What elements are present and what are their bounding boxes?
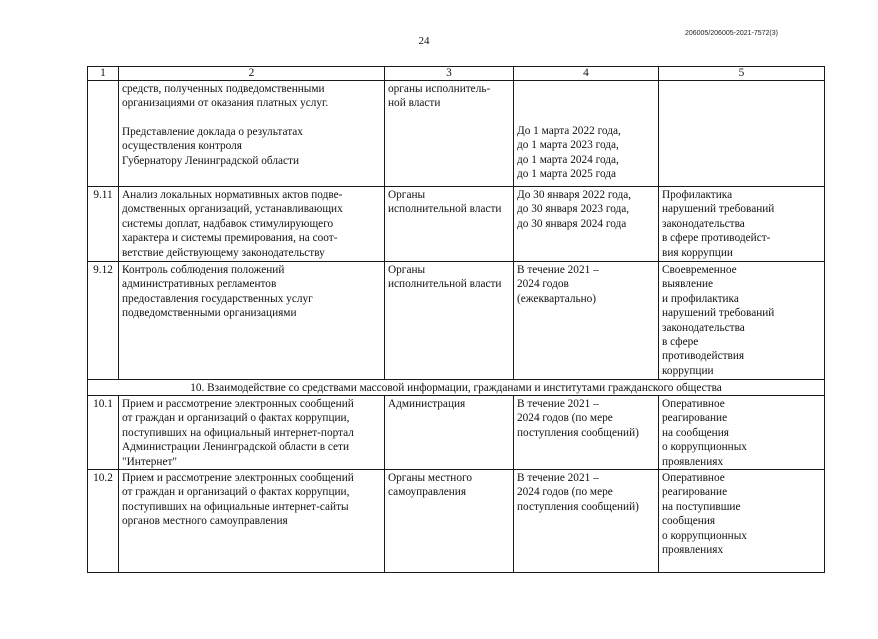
blank-line bbox=[517, 110, 655, 124]
text-line: (ежеквартально) bbox=[517, 292, 597, 305]
text-line: нарушений требований bbox=[662, 307, 775, 320]
text-line: Администрация bbox=[388, 398, 466, 410]
text-line: проявлениях bbox=[662, 544, 724, 557]
measure-description bbox=[119, 81, 385, 187]
text-line: В течение 2021 – bbox=[517, 398, 599, 410]
text-line: поступления сообщений) bbox=[517, 426, 639, 439]
text-line: Прием и рассмотрение электронных сообщений bbox=[122, 398, 354, 410]
section-10-title: 10. Взаимодействие со средствами массовой информации, гражданами и институтами гражданского общества bbox=[88, 380, 825, 396]
text-line: до 1 марта 2025 года bbox=[517, 168, 617, 181]
text-line: о коррупционных bbox=[662, 529, 747, 542]
text-line: характера и системы премирования, на соот- bbox=[122, 232, 338, 245]
text-line: 2024 годов (по мере bbox=[517, 412, 613, 425]
text-line: 2024 годов (по мере bbox=[517, 486, 613, 499]
text-line: Оперативное bbox=[662, 398, 725, 410]
row-number: 9.11 bbox=[88, 187, 119, 262]
text-line: коррупции bbox=[662, 364, 714, 377]
text-line: Анализ локальных нормативных актов подве- bbox=[122, 189, 343, 201]
text-line: от граждан и организаций о фактах коррупции, bbox=[122, 412, 350, 425]
column-number: 4 bbox=[514, 67, 659, 81]
measure-result bbox=[659, 396, 825, 470]
text-line: В течение 2021 – bbox=[517, 472, 599, 485]
text-line: домственных организаций, устанавливающих bbox=[122, 203, 343, 216]
text-line: Представление доклада о результатах bbox=[122, 125, 303, 138]
text-line: от граждан и организаций о фактах коррупции, bbox=[122, 486, 350, 499]
text-line: Органы bbox=[388, 264, 426, 276]
text-line: законодательства bbox=[662, 321, 745, 334]
text-line: Оперативное bbox=[662, 472, 725, 485]
measure-description bbox=[119, 470, 385, 573]
text-line: В течение 2021 – bbox=[517, 264, 599, 276]
text-line: исполнительной власти bbox=[388, 203, 502, 216]
text-line: подведомственными организациями bbox=[122, 307, 297, 320]
measures-table bbox=[87, 66, 825, 573]
text-line: Контроль соблюдения положений bbox=[122, 264, 285, 276]
table-row-10-1 bbox=[88, 396, 825, 470]
text-line: Профилактика bbox=[662, 189, 733, 201]
text-line: поступивших на официальный интернет-портал bbox=[122, 426, 354, 439]
text-line: осуществления контроля bbox=[122, 140, 243, 153]
measure-executor bbox=[385, 187, 514, 262]
text-line: Своевременное bbox=[662, 264, 737, 276]
text-line: самоуправления bbox=[388, 486, 467, 499]
text-line: Прием и рассмотрение электронных сообщений bbox=[122, 472, 354, 485]
text-line: системы доплат, надбавок стимулирующего bbox=[122, 217, 334, 230]
section-heading-row bbox=[88, 380, 825, 396]
row-number: 10.2 bbox=[88, 470, 119, 573]
text-line: ной власти bbox=[388, 97, 441, 110]
row-number: 9.12 bbox=[88, 262, 119, 380]
text-line: вия коррупции bbox=[662, 246, 733, 259]
column-number: 5 bbox=[659, 67, 825, 81]
page-number: 24 bbox=[418, 35, 430, 47]
measure-result bbox=[659, 262, 825, 380]
text-line: в сфере bbox=[662, 336, 699, 349]
measure-deadline bbox=[514, 470, 659, 573]
text-line: выявление bbox=[662, 278, 714, 291]
text-line: в сфере противодейст- bbox=[662, 232, 771, 245]
measure-deadline bbox=[514, 262, 659, 380]
text-line: Органы местного bbox=[388, 472, 473, 485]
text-line: ветствие действующему законодательству bbox=[122, 246, 325, 259]
row-number bbox=[88, 81, 119, 187]
text-line: нарушений требований bbox=[662, 203, 775, 216]
measure-executor bbox=[385, 262, 514, 380]
text-line: законодательства bbox=[662, 217, 745, 230]
text-line: органов местного самоуправления bbox=[122, 515, 288, 528]
measure-result bbox=[659, 81, 825, 187]
blank-line bbox=[122, 111, 381, 125]
text-line: исполнительной власти bbox=[388, 278, 502, 291]
text-line: организациями от оказания платных услуг. bbox=[122, 97, 329, 110]
measure-description bbox=[119, 396, 385, 470]
text-line: До 30 января 2022 года, bbox=[517, 189, 632, 201]
column-number: 3 bbox=[385, 67, 514, 81]
text-line: до 30 января 2024 года bbox=[517, 217, 627, 230]
text-line: органы исполнитель- bbox=[388, 83, 491, 95]
column-number: 2 bbox=[119, 67, 385, 81]
measure-executor bbox=[385, 81, 514, 187]
column-number: 1 bbox=[88, 67, 119, 81]
measure-result bbox=[659, 187, 825, 262]
measure-deadline bbox=[514, 81, 659, 187]
text-line: До 1 марта 2022 года, bbox=[517, 125, 621, 137]
blank-line bbox=[517, 82, 655, 96]
table-row-9-11 bbox=[88, 187, 825, 262]
text-line: поступивших на официальные интернет-сайты bbox=[122, 500, 349, 513]
text-line: Губернатору Ленинградской области bbox=[122, 154, 300, 167]
table-row-9-12 bbox=[88, 262, 825, 380]
text-line: о коррупционных bbox=[662, 441, 747, 454]
blank-line bbox=[517, 96, 655, 110]
text-line: на поступившие bbox=[662, 500, 741, 513]
text-line: средств, полученных подведомственными bbox=[122, 83, 325, 95]
table-row-10-2 bbox=[88, 470, 825, 573]
measure-description bbox=[119, 262, 385, 380]
text-line: до 1 марта 2024 года, bbox=[517, 153, 619, 166]
document-code: 206005/206005-2021-7572(3) bbox=[684, 30, 778, 37]
measure-description bbox=[119, 187, 385, 262]
text-line: реагирование bbox=[662, 412, 728, 425]
row-number: 10.1 bbox=[88, 396, 119, 470]
text-line: Органы bbox=[388, 189, 426, 201]
column-number-row bbox=[88, 67, 825, 81]
text-line: поступления сообщений) bbox=[517, 500, 639, 513]
text-line: противодействия bbox=[662, 350, 745, 363]
text-line: предоставления государственных услуг bbox=[122, 292, 313, 305]
measure-executor bbox=[385, 396, 514, 470]
text-line: "Интернет" bbox=[122, 455, 178, 468]
measure-deadline bbox=[514, 187, 659, 262]
measure-executor bbox=[385, 470, 514, 573]
text-line: на сообщения bbox=[662, 426, 729, 439]
measure-deadline bbox=[514, 396, 659, 470]
text-line: сообщения bbox=[662, 515, 716, 528]
text-line: до 30 января 2023 года, bbox=[517, 203, 630, 216]
text-line: административных регламентов bbox=[122, 278, 277, 291]
table-row-continuation bbox=[88, 81, 825, 187]
text-line: проявлениях bbox=[662, 455, 724, 468]
measure-result bbox=[659, 470, 825, 573]
text-line: 2024 годов bbox=[517, 278, 569, 291]
text-line: Администрации Ленинградской области в сети bbox=[122, 441, 350, 454]
text-line: до 1 марта 2023 года, bbox=[517, 139, 619, 152]
text-line: и профилактика bbox=[662, 292, 739, 305]
text-line: реагирование bbox=[662, 486, 728, 499]
